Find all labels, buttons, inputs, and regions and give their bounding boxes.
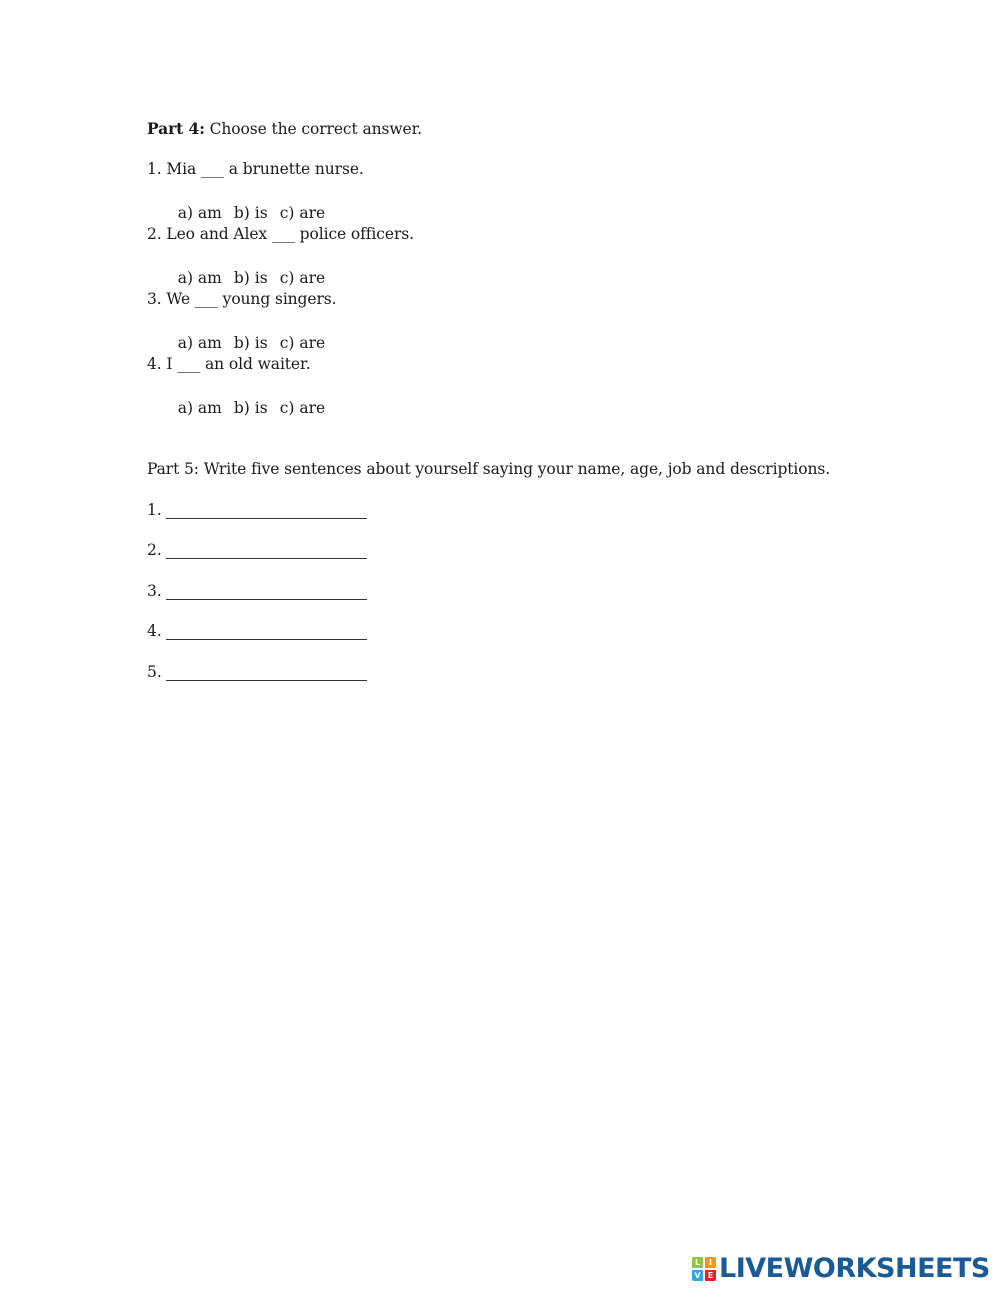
question-2-option-a[interactable]: a) am: [177, 269, 222, 287]
question-1-option-c[interactable]: c) are: [279, 204, 326, 222]
sentence-number-4: 4.: [147, 622, 162, 640]
question-3-option-a[interactable]: a) am: [177, 334, 222, 352]
liveworksheets-logo: [692, 1255, 990, 1283]
question-4-option-c[interactable]: c) are: [279, 399, 326, 417]
question-2-option-b[interactable]: b) is: [233, 269, 268, 287]
sentence-input-5[interactable]: [166, 679, 367, 681]
part4-heading: [147, 119, 422, 139]
logo-mark-l: L: [692, 1257, 703, 1268]
question-2-option-c[interactable]: c) are: [279, 269, 326, 287]
sentence-row-5: [147, 662, 367, 682]
question-4-option-b[interactable]: b) is: [233, 399, 268, 417]
question-4-text: 4. I ___ an old waiter.: [147, 355, 311, 373]
question-1-text: 1. Mia ___ a brunette nurse.: [147, 160, 364, 178]
sentence-number-2: 2.: [147, 541, 162, 559]
question-3-option-c[interactable]: c) are: [279, 334, 326, 352]
sentence-row-3: [147, 581, 367, 601]
question-1-option-b[interactable]: b) is: [233, 204, 268, 222]
logo-mark-v: V: [692, 1270, 703, 1281]
sentence-row-1: [147, 500, 367, 520]
question-4-option-a[interactable]: a) am: [177, 399, 222, 417]
sentence-row-2: [147, 540, 367, 560]
part4-heading-label: Part 4:: [147, 119, 205, 138]
liveworksheets-logo-icon: [692, 1257, 716, 1281]
question-3-text: 3. We ___ young singers.: [147, 290, 337, 308]
sentence-number-3: 3.: [147, 582, 162, 600]
logo-mark-e: E: [705, 1270, 716, 1281]
sentence-input-2[interactable]: [166, 557, 367, 559]
question-1-option-a[interactable]: a) am: [177, 204, 222, 222]
part4-heading-instruction: Choose the correct answer.: [204, 120, 423, 138]
question-4-options: [158, 378, 325, 438]
logo-mark-i: I: [705, 1257, 716, 1268]
sentence-input-1[interactable]: [166, 517, 367, 519]
sentence-input-3[interactable]: [166, 598, 367, 600]
question-2-text: 2. Leo and Alex ___ police officers.: [147, 225, 414, 243]
sentence-input-4[interactable]: [166, 638, 367, 640]
part5-heading: Part 5: Write five sentences about yourself saying your name, age, job and descriptions.: [147, 460, 831, 478]
question-3-option-b[interactable]: b) is: [233, 334, 268, 352]
sentence-number-1: 1.: [147, 501, 162, 519]
sentence-number-5: 5.: [147, 663, 162, 681]
sentence-row-4: [147, 621, 367, 641]
liveworksheets-logo-text: LIVEWORKSHEETS: [719, 1253, 990, 1284]
